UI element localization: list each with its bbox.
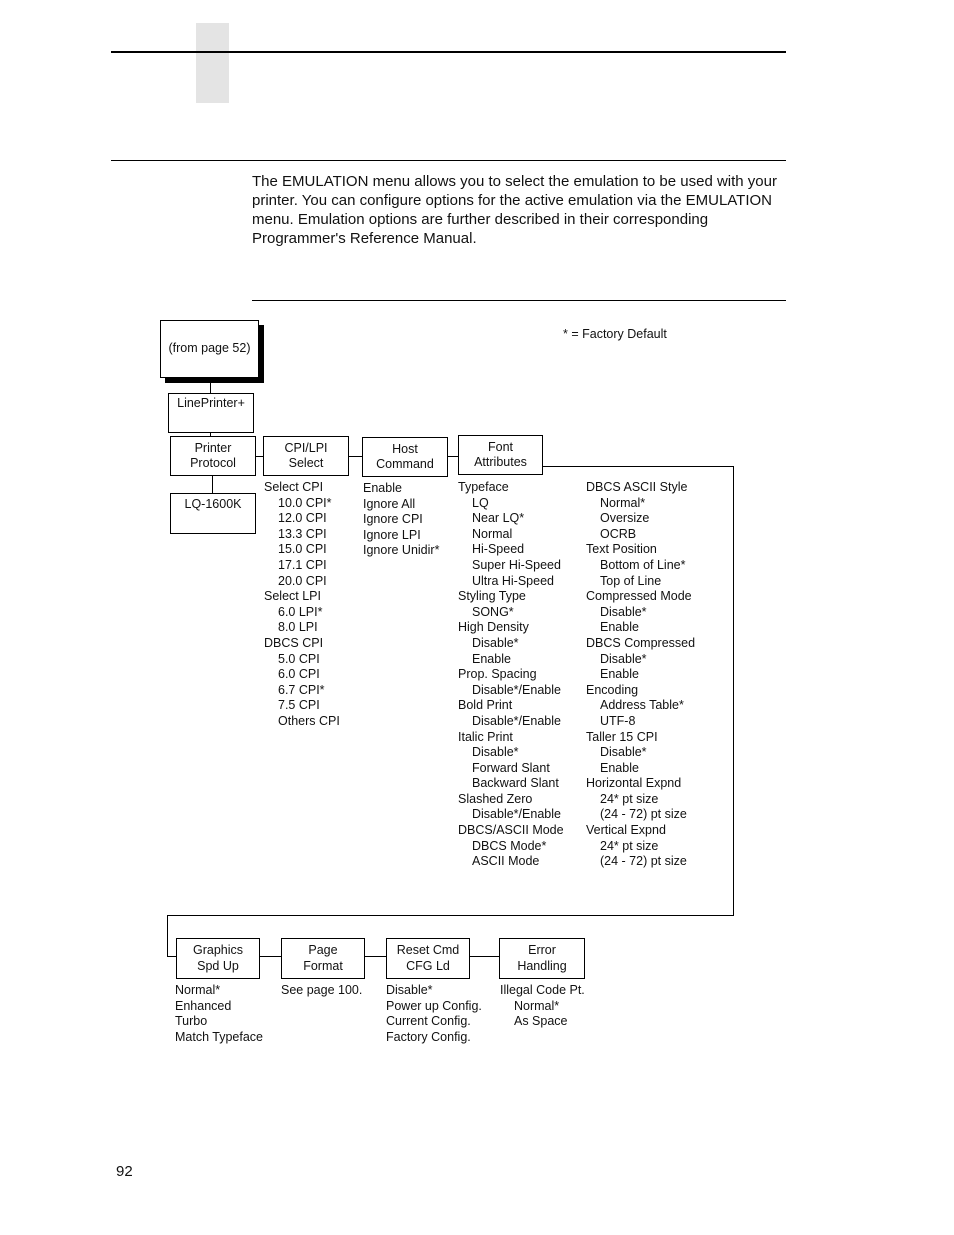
- option-item: Typeface: [458, 480, 509, 494]
- font-attributes-line1: Font: [487, 439, 513, 454]
- option-item: Prop. Spacing: [458, 667, 537, 682]
- page-format-box: [281, 938, 365, 979]
- option-item: UTF-8: [600, 713, 636, 728]
- cpi-lpi-options: [264, 480, 340, 730]
- option-item: 6.0 CPI: [278, 667, 320, 682]
- option-item: Turbo: [175, 1014, 208, 1029]
- option-item: 6.0 LPI*: [278, 604, 323, 619]
- option-item: Ignore CPI: [363, 512, 423, 527]
- host-command-box: [362, 437, 448, 477]
- option-item: Bottom of Line*: [600, 557, 686, 572]
- option-item: SONG*: [472, 604, 514, 619]
- option-item: Italic Print: [458, 729, 513, 744]
- option-item: DBCS/ASCII Mode: [458, 823, 564, 838]
- intro-paragraph: The EMULATION menu allows you to select the emulation to be used with your printer. You can configure options for the active emulation via the EMULATION menu. Emulation options are further described in their corresponding Programmer's Reference Manual.: [252, 173, 777, 247]
- section-rule: [111, 160, 786, 161]
- option-item: 10.0 CPI*: [278, 495, 332, 510]
- option-item: DBCS Compressed: [586, 635, 696, 650]
- cpi-lpi-select-box: [263, 436, 349, 476]
- graphics-spd-up-box: [176, 938, 260, 979]
- option-item: Oversize: [600, 511, 650, 526]
- emulation-box: [168, 393, 254, 433]
- option-item: Super Hi-Speed: [472, 557, 561, 572]
- diagram-rule: [252, 300, 786, 301]
- option-item: Select CPI: [264, 480, 324, 494]
- option-item: Enable: [472, 651, 511, 666]
- host-command-line1: Host: [392, 441, 418, 456]
- option-item: Compressed Mode: [586, 589, 692, 604]
- option-item: Normal: [472, 526, 513, 541]
- option-item: DBCS ASCII Style: [586, 480, 688, 494]
- reset-cmd-line1: Reset Cmd: [396, 943, 460, 957]
- option-item: 12.0 CPI: [278, 511, 327, 526]
- error-handling-line1: Error: [528, 943, 556, 957]
- graphics-options: [175, 983, 263, 1045]
- option-item: ASCII Mode: [472, 854, 540, 869]
- host-command-options: [363, 481, 439, 559]
- header-tab: [196, 23, 229, 103]
- option-item: Disable*: [386, 983, 433, 997]
- option-item: Ignore Unidir*: [363, 543, 440, 558]
- option-item: Disable*/Enable: [472, 713, 561, 728]
- option-item: 24* pt size: [600, 791, 659, 806]
- option-item: 17.1 CPI: [278, 557, 327, 572]
- option-item: Enable: [363, 481, 402, 495]
- option-item: Normal*: [600, 495, 646, 510]
- option-item: Address Table*: [600, 698, 684, 713]
- printer-protocol-box: [170, 436, 256, 476]
- entry-box-label: (from page 52): [168, 341, 251, 356]
- option-item: Disable*/Enable: [472, 807, 561, 822]
- option-item: Enable: [600, 760, 639, 775]
- entry-box: [160, 320, 259, 378]
- printer-protocol-line1: Printer: [194, 440, 232, 455]
- option-item: Ignore All: [363, 496, 416, 511]
- option-item: Near LQ*: [472, 511, 525, 526]
- option-item: Vertical Expnd: [586, 823, 666, 838]
- option-item: Disable*: [472, 745, 519, 760]
- cpi-lpi-line1: CPI/LPI: [284, 440, 328, 455]
- option-item: Encoding: [586, 682, 639, 697]
- header-rule: [111, 51, 786, 53]
- option-item: Ultra Hi-Speed: [472, 573, 554, 588]
- option-item: (24 - 72) pt size: [600, 854, 687, 869]
- option-item: Illegal Code Pt.: [500, 983, 585, 997]
- reset-cmd-cfg-box: [386, 938, 470, 979]
- emulation-box-label: LinePrinter+: [177, 396, 245, 410]
- option-item: Top of Line: [600, 573, 662, 588]
- option-item: Disable*: [600, 651, 647, 666]
- option-item: Hi-Speed: [472, 542, 525, 557]
- font-attributes-options: [458, 480, 564, 870]
- cpi-lpi-line2: Select: [288, 456, 324, 470]
- graphics-line2: Spd Up: [197, 958, 239, 973]
- option-item: See page 100.: [281, 983, 363, 997]
- font-attributes-box: [458, 435, 543, 475]
- option-item: Bold Print: [458, 698, 513, 713]
- option-item: DBCS Mode*: [472, 838, 547, 853]
- option-item: Normal*: [514, 998, 560, 1013]
- protocol-value-box: [170, 493, 256, 534]
- option-item: DBCS CPI: [264, 635, 324, 650]
- option-item: Normal*: [175, 983, 221, 997]
- option-item: Styling Type: [458, 589, 526, 604]
- option-item: 15.0 CPI: [278, 542, 327, 557]
- option-item: Disable*: [600, 604, 647, 619]
- page-number: 92: [116, 1163, 133, 1180]
- page-format-line2: Format: [303, 958, 343, 973]
- option-item: 8.0 LPI: [278, 620, 318, 635]
- error-handling-options: [500, 983, 585, 1030]
- reset-cmd-options: [386, 983, 482, 1045]
- option-item: Text Position: [586, 542, 657, 557]
- option-item: 7.5 CPI: [278, 698, 320, 713]
- option-item: Enable: [600, 667, 639, 682]
- option-item: Taller 15 CPI: [586, 729, 658, 744]
- option-item: (24 - 72) pt size: [600, 807, 687, 822]
- option-item: 20.0 CPI: [278, 573, 327, 588]
- option-item: As Space: [514, 1014, 568, 1029]
- protocol-value-label: LQ-1600K: [184, 497, 242, 511]
- error-handling-line2: Handling: [517, 958, 567, 973]
- option-item: 13.3 CPI: [278, 526, 327, 541]
- font-attributes-line2: Attributes: [474, 455, 527, 469]
- option-item: Disable*/Enable: [472, 682, 561, 697]
- factory-default-note: * = Factory Default: [563, 327, 667, 341]
- option-item: LQ: [472, 495, 489, 510]
- option-item: Disable*: [472, 635, 519, 650]
- reset-cmd-line2: CFG Ld: [406, 958, 450, 973]
- option-item: 5.0 CPI: [278, 651, 320, 666]
- option-item: Slashed Zero: [458, 791, 533, 806]
- host-command-line2: Command: [376, 457, 434, 471]
- option-item: 24* pt size: [600, 838, 659, 853]
- option-item: Enhanced: [175, 998, 232, 1013]
- option-item: Current Config.: [386, 1014, 471, 1029]
- option-item: Enable: [600, 620, 639, 635]
- option-item: 6.7 CPI*: [278, 682, 325, 697]
- option-item: OCRB: [600, 526, 637, 541]
- error-handling-box: [499, 938, 585, 979]
- option-item: Forward Slant: [472, 760, 550, 775]
- page-format-line1: Page: [308, 943, 338, 957]
- option-item: Backward Slant: [472, 776, 559, 791]
- option-item: Power up Config.: [386, 998, 482, 1013]
- graphics-line1: Graphics: [192, 943, 244, 957]
- page-format-options: [281, 983, 362, 999]
- option-item: Match Typeface: [175, 1029, 264, 1044]
- option-item: Horizontal Expnd: [586, 776, 682, 791]
- option-item: Others CPI: [278, 713, 340, 728]
- option-item: High Density: [458, 620, 529, 635]
- option-item: Disable*: [600, 745, 647, 760]
- font-attributes-options-2: [586, 480, 695, 870]
- option-item: Ignore LPI: [363, 527, 421, 542]
- printer-protocol-line2: Protocol: [190, 456, 236, 470]
- option-item: Select LPI: [264, 589, 321, 604]
- option-item: Factory Config.: [386, 1029, 471, 1044]
